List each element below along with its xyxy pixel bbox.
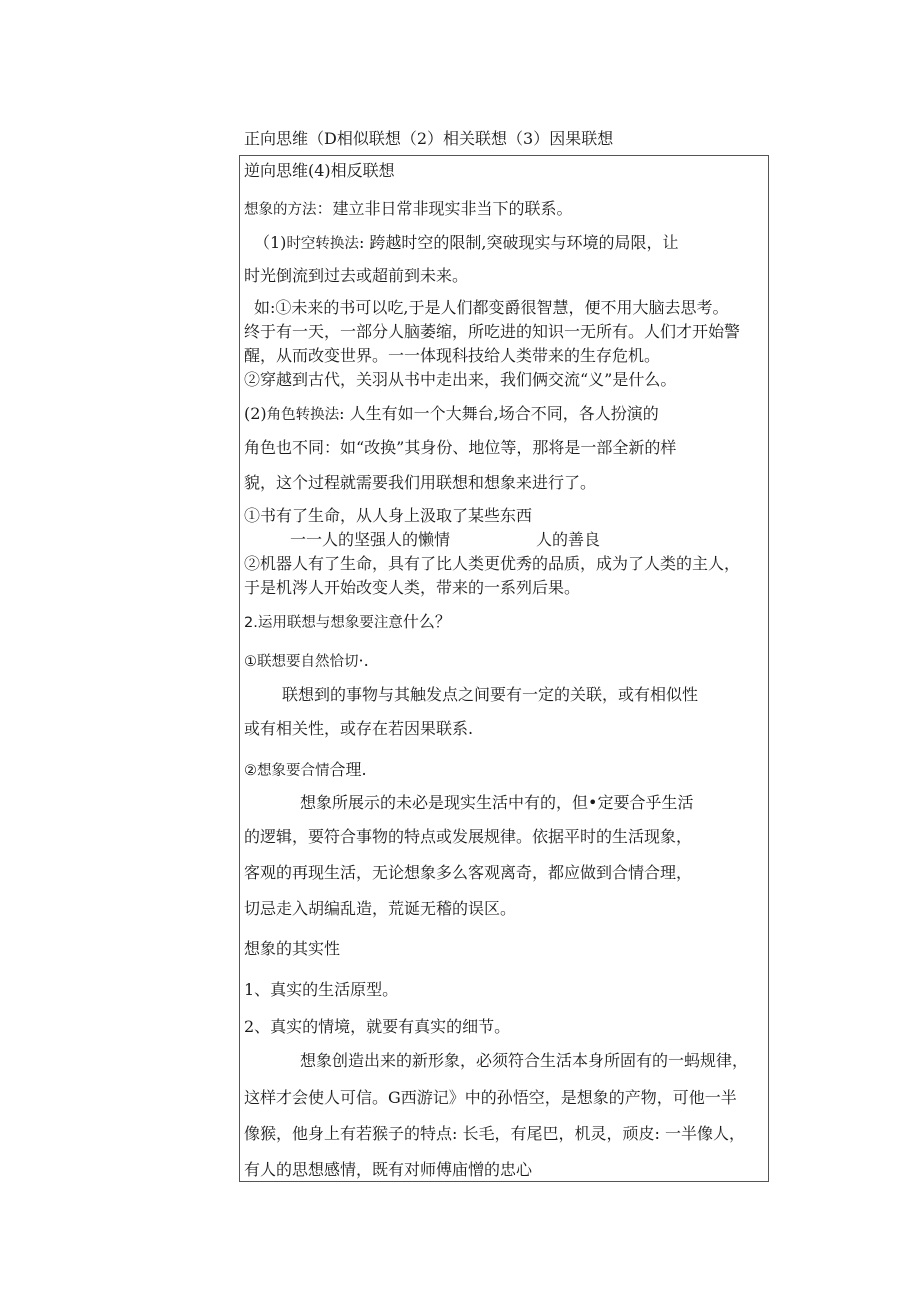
list-item: 2、真实的情境，就要有真实的细节。 xyxy=(244,1017,511,1036)
line-time-space-method: （1)时空转换法: 跨越时空的限制,突破现实与环境的局限，让 xyxy=(254,233,679,252)
text-line: ②机器人有了生命，具有了比人类更优秀的品质，成为了人类的主人， xyxy=(244,554,741,573)
text-line: 这样才会使人可信。G西游记》中的孙悟空，是想象的产物，可他一半 xyxy=(244,1088,737,1107)
text-line: ②穿越到古代，关羽从书中走出来，我们俩交流“义”是什么。 xyxy=(244,370,677,389)
heading-association-natural: ①联想要自然恰切 xyxy=(244,654,359,670)
text-line: 客观的再现生活，无论想象多么客观离奇，都应做到合情合理， xyxy=(244,863,693,882)
text-line: 终于有一天，一部分人脑萎缩，所吃进的知识一无所有。人们才开始警 xyxy=(244,322,741,341)
text-line: 的逻辑，要符合事物的特点或发展规律。依据平时的生活现象， xyxy=(244,827,693,846)
text-line: 有人的思想感情，既有对师傅庙憎的忠心 xyxy=(244,1160,533,1179)
line-association-natural: ①联想要自然恰切·. xyxy=(244,651,369,670)
heading-role-method: 角色转换法 xyxy=(266,407,340,423)
text-line: 一一人的坚强人的懒情 xyxy=(290,530,451,549)
line-role-method: (2)角色转换法: 人生有如一个大舞台,场合不同，各人扮演的 xyxy=(244,404,659,423)
text-line: 联想到的事物与其触发点之间要有一定的关联，或有相似性 xyxy=(282,685,699,704)
text-line: 人的善良 xyxy=(536,530,601,549)
list-item: 1、真实的生活原型。 xyxy=(244,980,399,999)
text-line: 如:①未来的书可以吃,于是人们都变爵很智慧，便不用大脑去思考。 xyxy=(254,298,729,317)
heading-imagination-reality: 想象的其实性 xyxy=(244,939,341,958)
text-line: 角色也不同：如“改换”其身份、地位等，那将是一部全新的样 xyxy=(244,438,677,457)
heading-section-2: 2.运用联想与想象要注意 xyxy=(244,615,403,631)
text-line: 于是机涔人开始改变人类，带来的一系列后果。 xyxy=(244,578,581,597)
line-reverse-thinking: 逆向思维(4)相反联想 xyxy=(244,161,395,180)
heading-imagination-method: 想象的方法 xyxy=(244,202,317,218)
line-imagination-method: 想象的方法：建立非日常非现实非当下的联系。 xyxy=(244,199,573,218)
text-line: ①书有了生命，从人身上汲取了某些东西 xyxy=(244,506,533,525)
line-section-2: 2.运用联想与想象要注意什么？ xyxy=(244,612,451,631)
text-line: 醒，从而改变世界。一一体现科技给人类带来的生存危机。 xyxy=(244,346,661,365)
text-line: 时光倒流到过去或超前到未来。 xyxy=(244,266,469,285)
text-line: 或有相关性，或存在若因果联系. xyxy=(244,719,474,738)
text-line: 貌，这个过程就需要我们用联想和想象来进行了。 xyxy=(244,473,597,492)
text-line: 像猴，他身上有若猴子的特点: 长毛，有尾巴，机灵，顽皮: 一半像人， xyxy=(244,1124,745,1143)
text-line: 想象创造出来的新形象，必须符合生活本身所固有的一蚂规律， xyxy=(300,1051,749,1070)
text-line: 切忌走入胡编乱造，荒诞无稽的误区。 xyxy=(244,899,517,918)
heading-time-space: 时空转换法 xyxy=(286,236,359,252)
heading-imagination-reasonable: ②想象要合情 xyxy=(244,763,330,779)
line-imagination-reasonable: ②想象要合情合理. xyxy=(244,760,367,779)
text-line: 想象所展示的未必是现实生活中有的，但•定要合乎生活 xyxy=(300,793,694,812)
page-header-line: 正向思维（D相似联想（2）相关联想（3）因果联想 xyxy=(244,129,614,148)
